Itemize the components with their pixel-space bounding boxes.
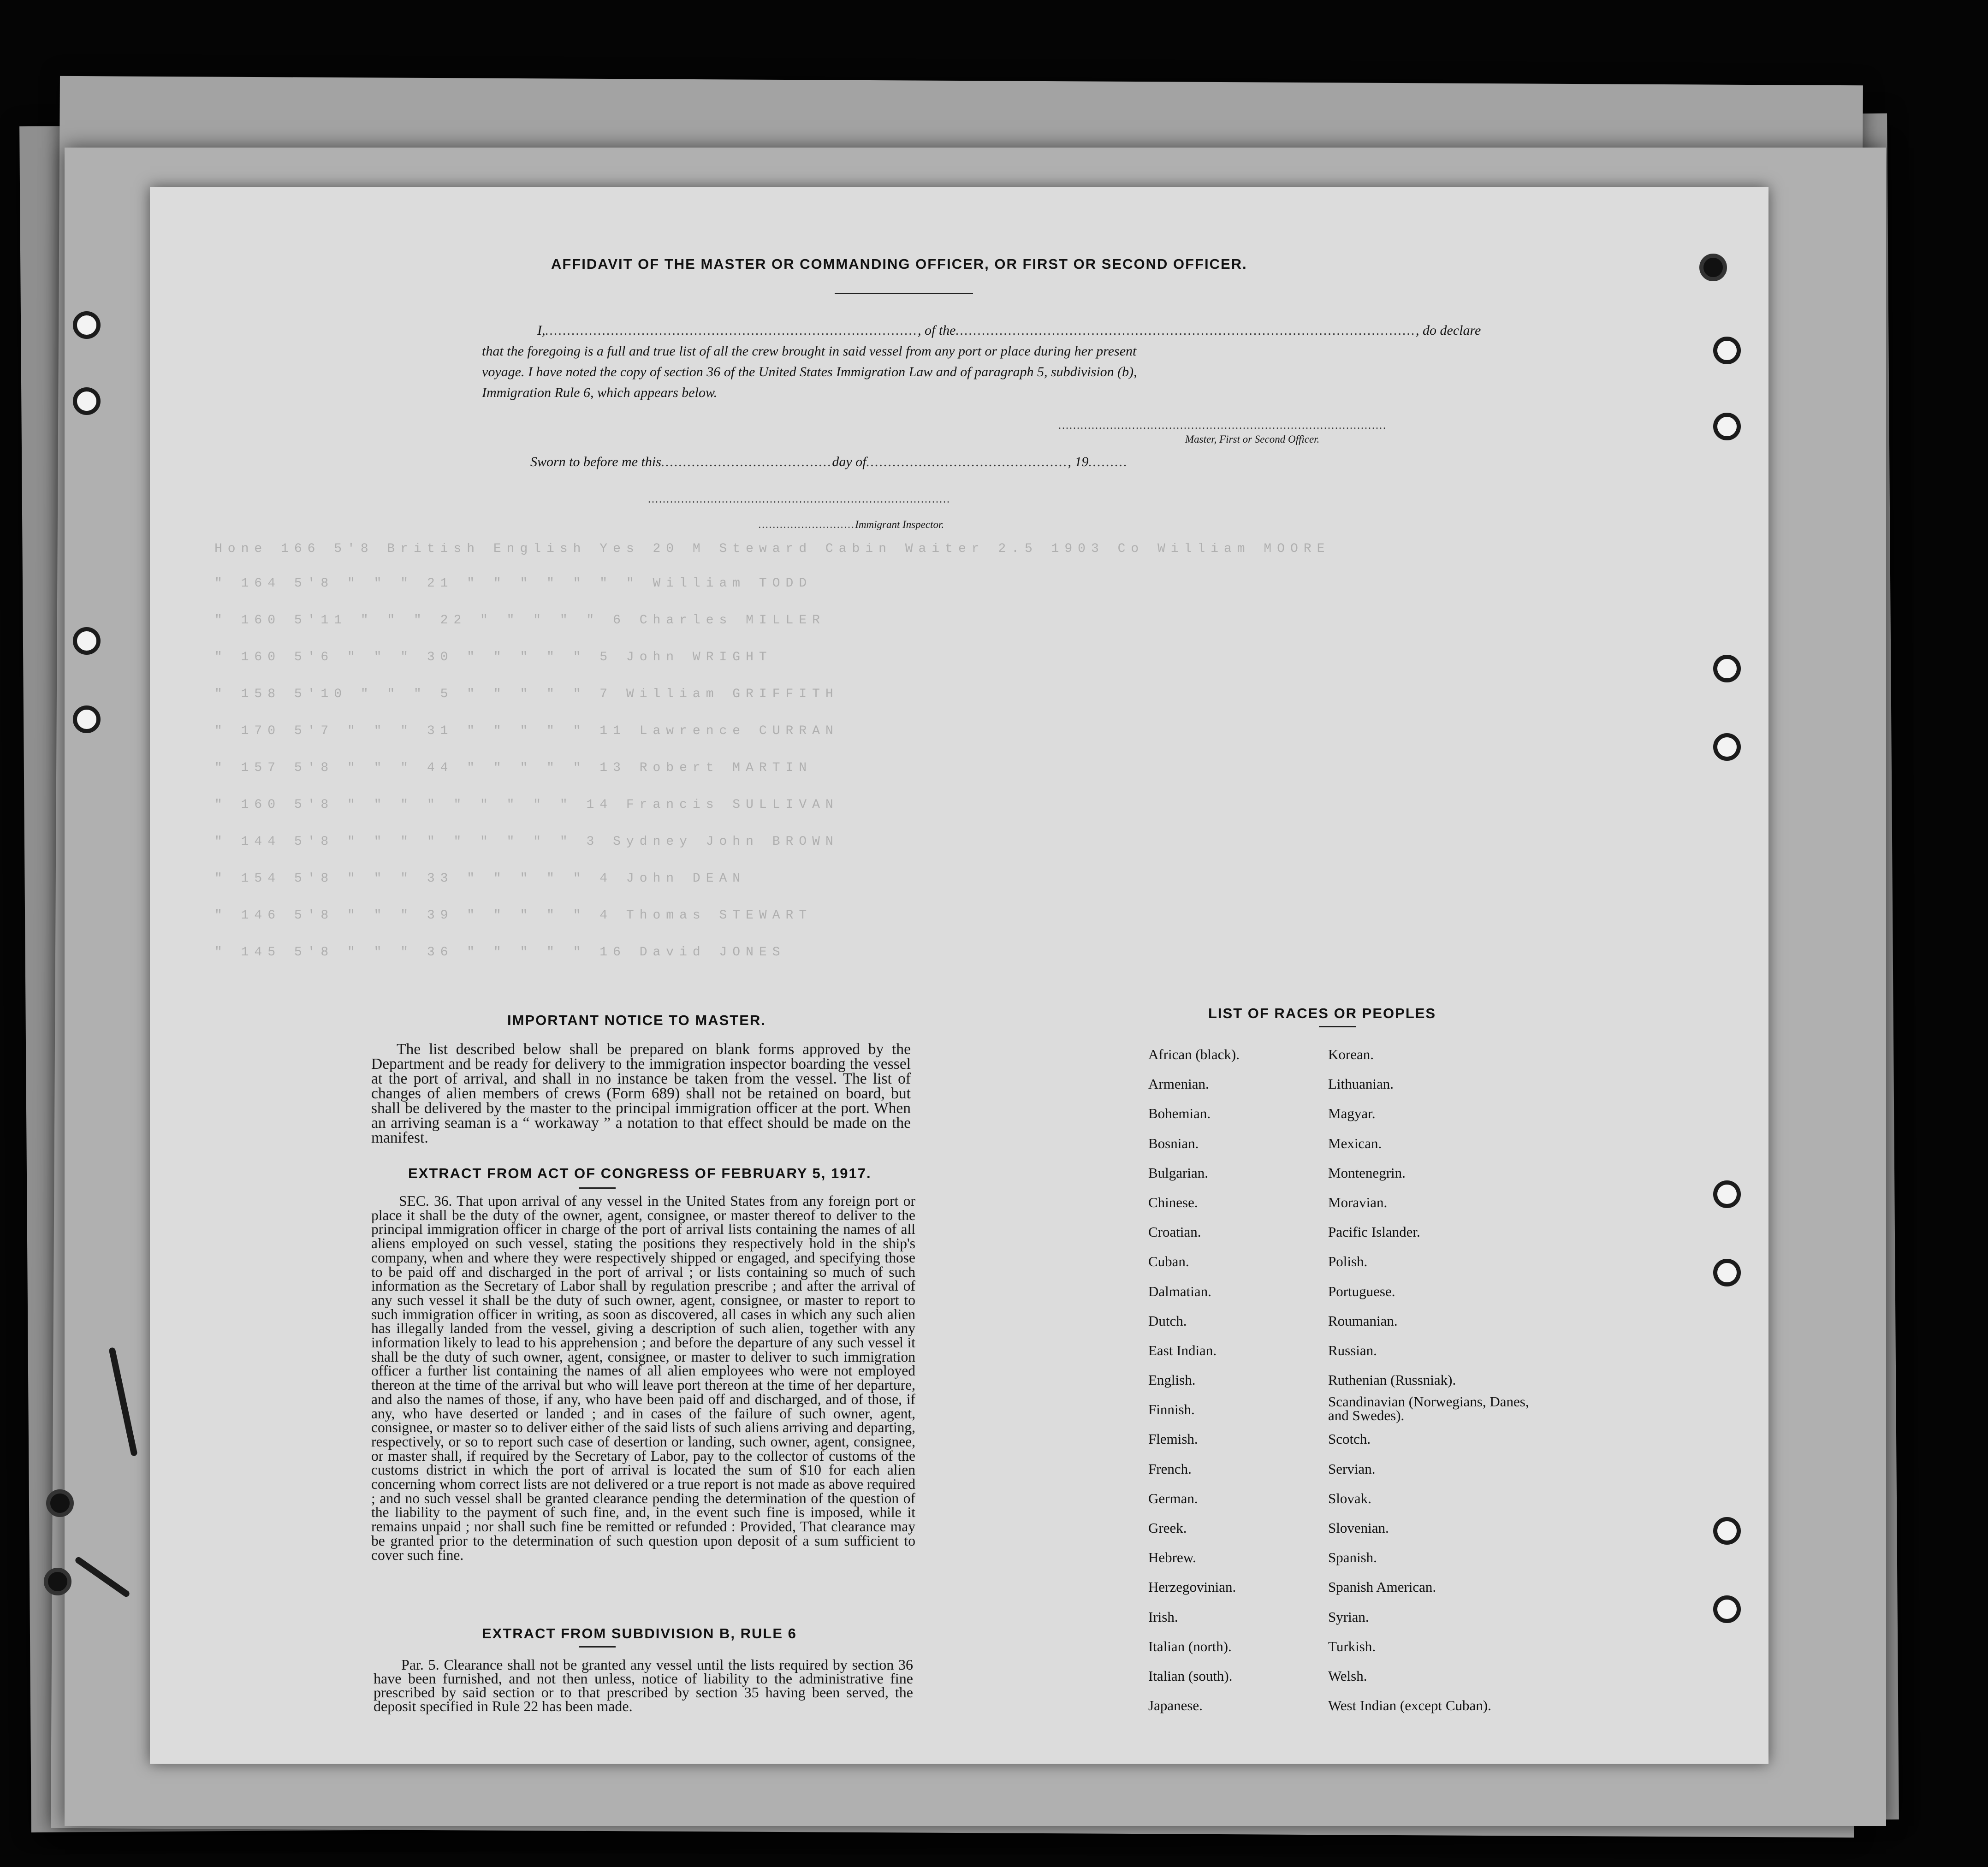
punch-hole	[1713, 337, 1741, 364]
punch-hole	[73, 387, 101, 415]
affidavit-of-the-text: , of the	[918, 323, 956, 338]
race-item: Polish.	[1328, 1253, 1368, 1270]
extract-act-title: EXTRACT FROM ACT OF CONGRESS OF FEBRUARY 5, 1917.	[408, 1165, 872, 1181]
affidavit-line-4: Immigration Rule 6, which appears below.	[482, 385, 718, 400]
sworn-year-text: , 19	[1068, 454, 1089, 469]
race-item: Bosnian.	[1148, 1135, 1199, 1151]
sworn-text: Sworn to before me this	[530, 454, 661, 469]
race-item: Turkish.	[1328, 1638, 1376, 1654]
extract-underline	[579, 1187, 616, 1189]
race-item: German.	[1148, 1490, 1198, 1506]
race-item: Pacific Islander.	[1328, 1224, 1420, 1240]
affidavit-title: AFFIDAVIT OF THE MASTER OR COMMANDING OFFICER, OR FIRST OR SECOND OFFICER.	[551, 256, 1247, 272]
signature-label: Master, First or Second Officer.	[1185, 433, 1320, 445]
race-item: Korean.	[1328, 1046, 1374, 1062]
extract-rule-underline	[579, 1646, 616, 1648]
affidavit-i-text: I,	[537, 323, 546, 338]
punch-hole	[1713, 1180, 1741, 1208]
race-item: Roumanian.	[1328, 1312, 1398, 1329]
race-item: West Indian (except Cuban).	[1328, 1697, 1491, 1714]
race-item: Russian.	[1328, 1342, 1377, 1358]
race-item: Japanese.	[1148, 1697, 1203, 1714]
race-item: Magyar.	[1328, 1105, 1376, 1122]
race-item: Italian (north).	[1148, 1638, 1232, 1654]
race-item: Moravian.	[1328, 1194, 1388, 1210]
race-item: Irish.	[1148, 1608, 1178, 1625]
race-item: Portuguese.	[1328, 1283, 1395, 1299]
punch-hole	[73, 627, 101, 655]
race-item: Dalmatian.	[1148, 1283, 1211, 1299]
race-item: Spanish.	[1328, 1549, 1377, 1566]
race-item: Lithuanian.	[1328, 1076, 1394, 1092]
punch-hole	[1713, 1259, 1741, 1286]
race-item: Ruthenian (Russniak).	[1328, 1372, 1456, 1388]
race-item: Herzegovinian.	[1148, 1579, 1236, 1595]
race-item: Croatian.	[1148, 1224, 1201, 1240]
race-item: Spanish American.	[1328, 1579, 1436, 1595]
race-item: Italian (south).	[1148, 1667, 1233, 1684]
race-item: Bulgarian.	[1148, 1164, 1208, 1181]
punch-hole	[1713, 1595, 1741, 1623]
race-item: Servian.	[1328, 1460, 1376, 1477]
race-item: Bohemian.	[1148, 1105, 1211, 1122]
affidavit-declare-text: , do declare	[1416, 323, 1481, 338]
race-item: African (black).	[1148, 1046, 1240, 1062]
title-underline	[835, 293, 973, 294]
sworn-day-text: day of	[832, 454, 866, 469]
affidavit-line-1: I,....................................................................................., of the........................................................................................................., do declare	[537, 323, 1481, 338]
signature-line: .........................................................................................	[1058, 420, 1387, 432]
race-item: Hebrew.	[1148, 1549, 1196, 1566]
race-item: Dutch.	[1148, 1312, 1187, 1329]
race-item: East Indian.	[1148, 1342, 1217, 1358]
races-title: LIST OF RACES OR PEOPLES	[1208, 1005, 1436, 1021]
inspector-label: ...........................Immigrant Inspector.	[759, 519, 944, 530]
race-item: Finnish.	[1148, 1401, 1195, 1418]
race-item: Cuban.	[1148, 1253, 1189, 1270]
notice-body: The list described below shall be prepared on blank forms approved by the Department and be ready for delivery to the immigration inspector boarding the vessel at the port of arrival, and shall in no instance be taken from the vessel. The list of changes of alien members of crews (Form 689) shall not be retained on board, but shall be delivered by the master to the principal immigration officer at the port. When an arriving seaman is a “ workaway ” a notation to that effect should be made on the manifest.	[371, 1041, 911, 1146]
race-item: Syrian.	[1328, 1608, 1369, 1625]
race-item: Slovak.	[1328, 1490, 1371, 1506]
race-item: Flemish.	[1148, 1431, 1198, 1447]
race-item: English.	[1148, 1372, 1196, 1388]
race-item: Montenegrin.	[1328, 1164, 1406, 1181]
inspector-label-text: Immigrant Inspector.	[855, 519, 944, 530]
race-item: Mexican.	[1328, 1135, 1382, 1151]
punch-hole	[73, 311, 101, 339]
extract-rule-title: EXTRACT FROM SUBDIVISION B, RULE 6	[482, 1625, 797, 1642]
race-item: French.	[1148, 1460, 1192, 1477]
race-item: Greek.	[1148, 1520, 1187, 1536]
races-underline	[1319, 1026, 1356, 1027]
race-item: Welsh.	[1328, 1667, 1367, 1684]
punch-hole	[1699, 254, 1727, 281]
races-left-column	[1148, 1040, 1240, 1720]
extract-rule-body: Par. 5. Clearance shall not be granted any vessel until the lists required by section 36 have been furnished, and not then unless, notice of liability to the administrative fine prescribed by said section or to that prescribed by section 35 having been served, the deposit specified in Rule 22 has been made.	[374, 1656, 913, 1714]
affidavit-line-2: that the foregoing is a full and true list of all the crew brought in said vessel from any port or place during her present	[482, 344, 1137, 359]
punch-hole	[1713, 413, 1741, 440]
notice-title: IMPORTANT NOTICE TO MASTER.	[507, 1012, 766, 1028]
race-item: Armenian.	[1148, 1076, 1209, 1092]
punch-hole	[46, 1489, 74, 1517]
sworn-line: Sworn to before me this.......................................day of.............................................., 19.........	[530, 454, 1128, 469]
punch-hole	[44, 1568, 71, 1595]
punch-hole	[1713, 733, 1741, 761]
punch-hole	[1713, 655, 1741, 682]
race-item: Scotch.	[1328, 1431, 1371, 1447]
punch-hole	[1713, 1517, 1741, 1545]
affidavit-line-3: voyage. I have noted the copy of section 36 of the United States Immigration Law and of paragraph 5, subdivision (b),	[482, 364, 1137, 379]
races-right-column	[1328, 1040, 1540, 1720]
inspector-signature-line: ..................................................................................	[648, 493, 950, 505]
extract-act-body: SEC. 36. That upon arrival of any vessel in the United States from any foreign port or place it shall be the duty of the owner, agent, consignee, or master thereof to deliver to the principal immigration officer in charge of the port of arrival lists containing the names of all aliens employed on such vessel, stating the positions they respectively hold in the ship's company, when and where they were respectively shipped or engaged, and specifying those to be paid off and discharged in the port of arrival ; or lists containing so much of such information as the Secretary of Labor shall by regulation prescribe ; and after the arrival of any such vessel it shall be the duty of such owner, agent, consignee, or master to report to such immigration officer in writing, as soon as discovered, all cases in which any such alien has illegally landed from the vessel, giving a description of such alien, together with any information likely to lead to his apprehension ; and before the departure of any such vessel it shall be the duty of such owner, agent, consignee, or master to deliver to such immigration officer a further list containing the names of all alien employees who were not employed thereon at the time of the arrival but who will leave port thereon at the time of her departure, and also the names of those, if any, who have been paid off and discharged, and of those, if any, who have deserted or landed ; and in cases of the failure of such owner, agent, consignee, or master so to deliver either of the said lists of such aliens arriving and departing, respectively, or so to report such case of desertion or landing, such owner, agent, consignee, or master shall, if required by the Secretary of Labor, pay to the collector of customs of the customs district in which the port of arrival is located the sum of $10 for each alien concerning whom correct lists are not delivered or a true report is not made as above required ; and no such vessel shall be granted clearance pending the determination of the question of the liability to the payment of such fine, and, in the event such fine is imposed, while it remains unpaid ; nor shall such fine be remitted or refunded : Provided, That clearance may be granted prior to the determination of such question upon deposit of a sum sufficient to cover such fine.	[371, 1193, 915, 1563]
race-item: Slovenian.	[1328, 1520, 1389, 1536]
document-sheet: Hone 166 5'8 British English Yes 20 M Steward Cabin Waiter 2.5 1903 Co William MOORE " 164 5'8 " " " 21 " " " " " " " William TODD " 160 5'11 " " " 22 " " " " " 6 Charles MILLER " 160 5'6 " " " 30 " " " " " 5 John WRIGHT " 158 5'10 " " " 5 " " " " " 7 William GRIFFITH " 170 5'7 " " " 31 " " " " " 11 Lawrence CURRAN " 157 5'8 " " " 44 " " " " " 13 Robert MARTIN " 160 5'8 " " " " " " " " " 14 Francis SULLIVAN " 144 5'8 " " " " " " " " " 3 Sydney John BROWN " 154 5'8 " " " 33 " " " " " 4 John DEAN " 146 5'8 " " " 39 " " " " " 4 Thomas STEWART " 145 5'8 " " " 36 " " " " " 16 David JONES AFFIDAVIT OF THE MASTER OR COMMANDING OFFICER, OR FIRST OR SECOND OFFICER. I,....................................................................................., of the........................................................................................................., do declare that the foregoing is a full and true list of all the crew brought in said vessel from any port or place during her present voyage. I have noted the copy of section 36 of the United States Immigration Law and of paragraph 5, subdivision (b), Immigration Rule 6, which appears below. ......................................................................................... Master, First or Second Officer. Sworn to before me this.......................................day of.............................................., 19......... .................................................................................. ...........................Immigrant Inspector. IMPORTANT NOTICE TO MASTER. The list described below shall be prepared on blank forms approved by the Department and be ready for delivery to the immigration inspector boarding the vessel at the port of arrival, and shall in no instance be taken from the vessel. The list of changes of alien members of crews (Form 689) shall not be retained on board, but shall be delivered by the master to the principal immigration officer at the port. When an arriving seaman is a “ workaway ” a notation to that effect should be made on the manifest. EXTRACT FROM ACT OF CONGRESS OF FEBRUARY 5, 1917. SEC. 36. That upon arrival of any vessel in the United States from any foreign port or place it shall be the duty of the owner, agent, consignee, or master thereof to deliver to the principal immigration officer in charge of the port of arrival lists containing the names of all aliens employed on such vessel, stating the positions they respectively hold in the ship's company, when and where they were respectively shipped or engaged, and specifying those to be paid off and discharged in the port of arrival ; or lists containing so much of such information as the Secretary of Labor shall by regulation prescribe ; and after the arrival of any such vessel it shall be the duty of such owner, agent, consignee, or master to report to such immigration officer in writing, as soon as discovered, all cases in which any such alien has illegally landed from the vessel, giving a description of such alien, together with any information likely to lead to his apprehension ; and before the departure of any such vessel it shall be the duty of such owner, agent, consignee, or master to deliver to such immigration officer a further list containing the names of all alien employees who were not employed thereon at the time of the arrival but who will leave port thereon at the time of her departure, and also the names of those, if any, who have been paid off and discharged, and of those, if any, who have deserted or landed ; and in cases of the failure of such owner, agent, consignee, or master so to deliver either of the said lists of such aliens arriving and departing, respectively, or so to report such case of desertion or landing, such owner, agent, consignee, or master shall, if required by the Secretary of Labor, pay to the collector of customs of the customs district in which the port of arrival is located the sum of $10 for each alien concerning whom correct lists are not delivered or a true report is not made as above required ; and no such vessel shall be granted clearance pending the determination of the question of the liability to the payment of such fine, and, in the event such fine is imposed, while it remains unpaid ; nor shall such fine be remitted or refunded : Provided, That clearance may be granted prior to the determination of such question upon deposit of a sum sufficient to cover such fine. EXTRACT FROM SUBDIVISION B, RULE 6 Par. 5. Clearance shall not be granted any vessel until the lists required by section 36 have been furnished, and not then unless, notice of liability to the administrative fine prescribed by said section or to that prescribed by section 35 having been served, the deposit specified in Rule 22 has been made. LIST OF RACES OR PEOPLES African (black). Armenian. Bohemian. Bosnian. Bulgarian. Chinese. Croatian. Cuban. Dalmatian. Dutch. East Indian. English. Finnish. Flemish. French. German. Greek. Hebrew. Herzegovinian. Irish. Italian (north). Italian (south). Japanese. Korean. Lithuanian. Magyar. Mexican. Montenegrin. Moravian. Pacific Islander. Polish. Portuguese. Roumanian. Russian. Ruthenian (Russniak). Scandinavian (Norwegians, Danes, and Swedes). Scotch. Servian. Slovak. Slovenian. Spanish. Spanish American. Syrian. Turkish. Welsh. West Indian (except Cuban).	[150, 187, 1768, 1764]
race-item: Chinese.	[1148, 1194, 1198, 1210]
race-item: Scandinavian (Norwegians, Danes, and Swedes).	[1328, 1393, 1529, 1424]
punch-hole	[73, 705, 101, 733]
